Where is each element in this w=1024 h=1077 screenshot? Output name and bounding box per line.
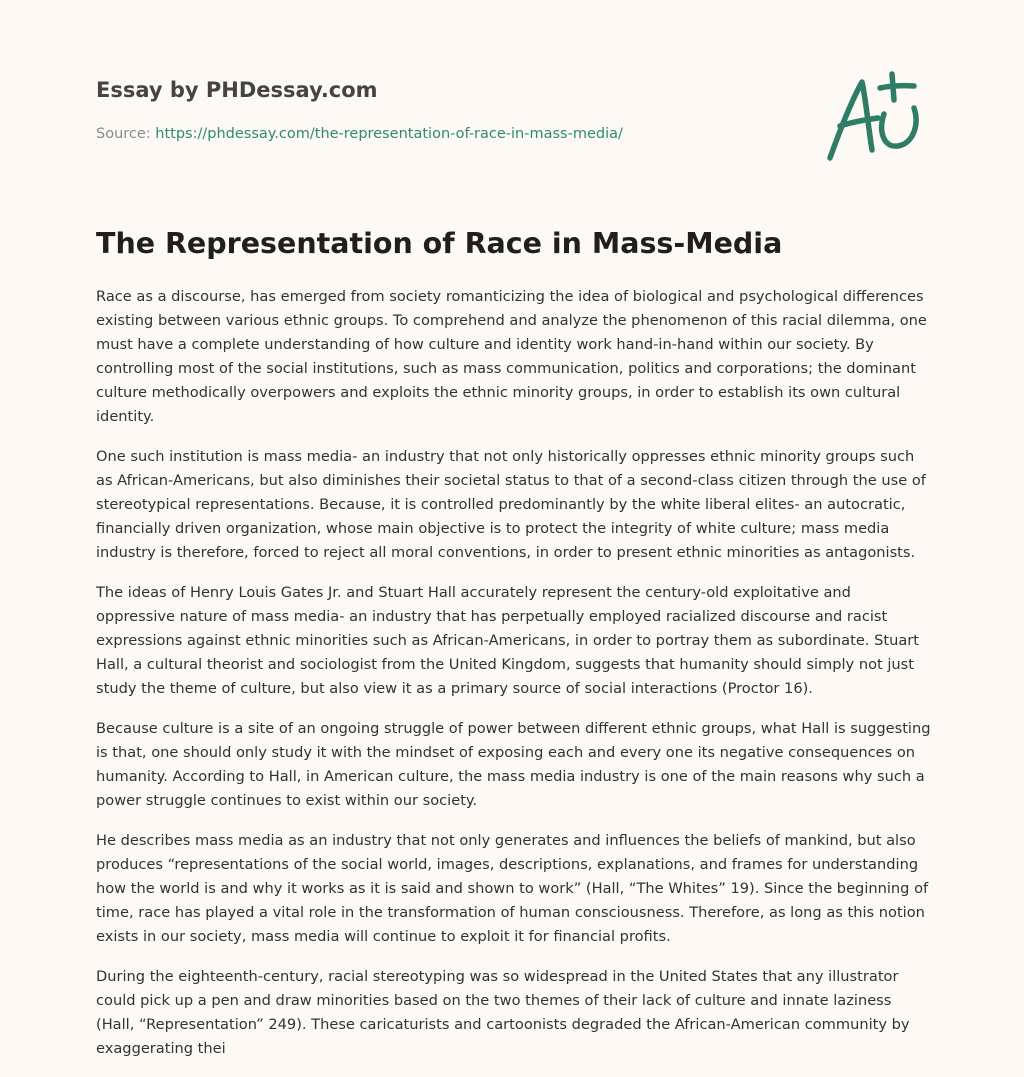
site-brand: Essay by PHDessay.com [96, 78, 378, 102]
essay-paragraph: One such institution is mass media- an industry that not only historically oppresses ethnic minority groups such as African-Americans, but also diminishes their societal status to that of a second-class citizen through the use of stereotypical representations. Because, it is controlled predominantly by the white liberal elites- an autocratic, financially driven organization, whose main objective is to protect the integrity of white culture; mass media industry is therefore, forced to reject all moral conventions, in order to present ethnic minorities as antagonists. [96, 448, 926, 561]
source-link[interactable]: https://phdessay.com/the-representation-of-race-in-mass-media/ [155, 126, 623, 142]
source-line [96, 124, 928, 144]
essay-title: The Representation of Race in Mass-Media [96, 227, 783, 260]
essay-header [96, 76, 928, 144]
essay-paragraph: He describes mass media as an industry that not only generates and influences the beliefs of mankind, but also produces “representations of the social world, images, descriptions, explanations, and frames for understanding how the world is and why it works as it is said and shown to work” (Hall, “The Whites” 19). Since the beginning of time, race has played a vital role in the transformation of human consciousness. Therefore, as long as this notion exists in our society, mass media will continue to exploit it for financial profits. [96, 832, 929, 945]
essay-paragraph: During the eighteenth-century, racial stereotyping was so widespread in the United States that any illustrator could pick up a pen and draw minorities based on the two themes of their lack of culture and innate laziness (Hall, “Representation” 249). These caricaturists and cartoonists degraded the African-American community by exaggerating thei [96, 968, 910, 1057]
essay-paragraph: The ideas of Henry Louis Gates Jr. and Stuart Hall accurately represent the century-old exploitative and oppressive nature of mass media- an industry that has perpetually employed racialized discourse and racist expressions against ethnic minorities such as African-Americans, in order to portray them as subordinate. Stuart Hall, a cultural theorist and sociologist from the United Kingdom, suggests that humanity should simply not just study the theme of culture, but also view it as a primary source of social interactions (Proctor 16). [96, 584, 919, 697]
essay-body [96, 285, 934, 1077]
source-label: Source: [96, 126, 151, 142]
essay-paragraph: Because culture is a site of an ongoing struggle of power between different ethnic groups, what Hall is suggesting is that, one should only study it with the mindset of exposing each and every one its negative consequences on humanity. According to Hall, in American culture, the mass media industry is one of the main reasons why such a power struggle continues to exist within our society. [96, 720, 931, 809]
a-plus-logo-icon [822, 70, 926, 162]
essay-paragraph: Race as a discourse, has emerged from society romanticizing the idea of biological and psychological differences existing between various ethnic groups. To comprehend and analyze the phenomenon of this racial dilemma, one must have a complete understanding of how culture and identity work hand-in-hand within our society. By controlling most of the social institutions, such as mass communication, politics and corporations; the dominant culture methodically overpowers and exploits the ethnic minority groups, in order to establish its own cultural identity. [96, 288, 927, 425]
